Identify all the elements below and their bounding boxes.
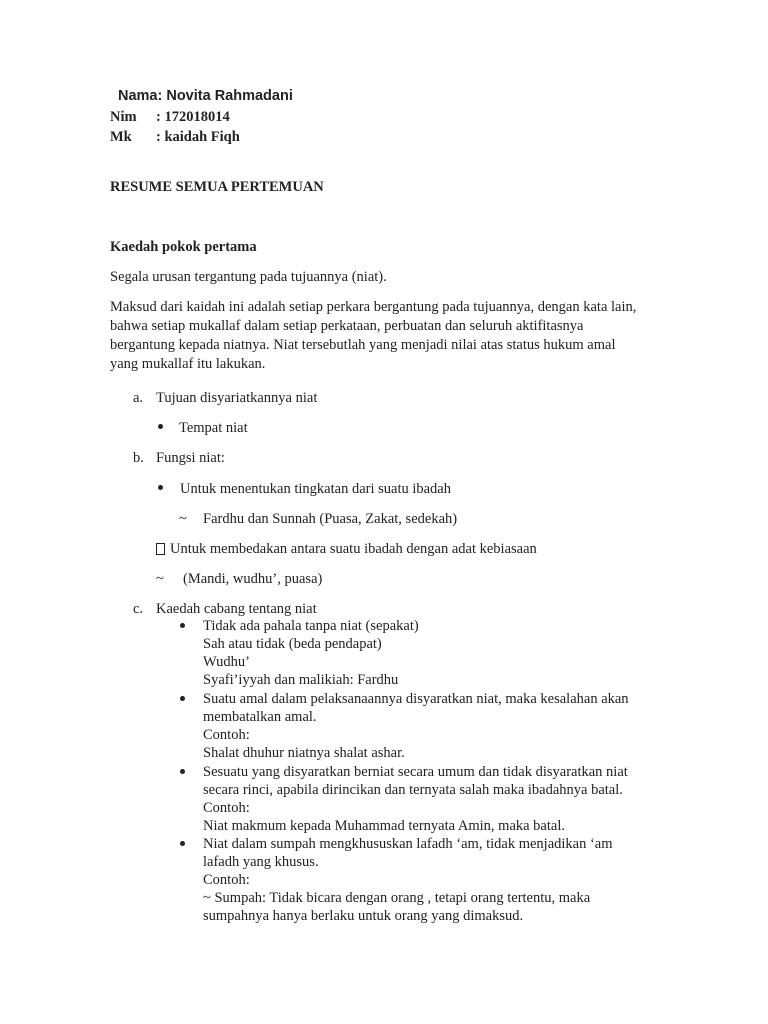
list-item-line: Contoh:	[203, 727, 250, 743]
list-item-line: Shalat dhuhur niatnya shalat ashar.	[203, 745, 405, 761]
list-item-line: Niat dalam sumpah mengkhususkan lafadh ‘am, tidak menjadikan ‘am	[203, 836, 613, 852]
nim-value: : 172018014	[156, 109, 230, 125]
list-item-line: sumpahnya hanya berlaku untuk orang yang dimaksud.	[203, 908, 524, 924]
list-item-line: membatalkan amal.	[203, 709, 317, 725]
list-item-b: Fungsi niat:	[156, 450, 225, 466]
paragraph-line: bergantung kepada niatnya. Niat tersebutlah yang menjadi nilai atas status hukum amal	[110, 337, 616, 353]
missing-glyph-box-icon	[156, 543, 165, 555]
tilde-item-fardhu: Fardhu dan Sunnah (Puasa, Zakat, sedekah)	[203, 511, 458, 527]
bullet-item-tingkatan: Untuk menentukan tingkatan dari suatu ibadah	[180, 481, 451, 497]
list-item-line: Sah atau tidak (beda pendapat)	[203, 636, 382, 652]
list-item-line: Syafi’iyyah dan malikiah: Fardhu	[203, 672, 399, 688]
tilde-item-mandi: (Mandi, wudhu’, puasa)	[183, 571, 323, 587]
list-item-line: Sesuatu yang disyaratkan berniat secara umum dan tidak disyaratkan niat	[203, 764, 628, 780]
list-item-line: Wudhu’	[203, 654, 250, 670]
tilde-icon: ~	[179, 511, 187, 527]
mk-value: : kaidah Fiqh	[156, 129, 240, 145]
list-item-a: Tujuan disyariatkannya niat	[156, 390, 318, 406]
student-name: Nama: Novita Rahmadani	[118, 88, 293, 104]
bullet-item-tempat-niat: Tempat niat	[179, 420, 248, 436]
mk-label: Mk	[110, 129, 132, 145]
bullet-icon	[180, 696, 185, 701]
paragraph-line: Maksud dari kaidah ini adalah setiap perkara bergantung pada tujuannya, dengan kata lain,	[110, 299, 637, 315]
list-item-line: ~ Sumpah: Tidak bicara dengan orang , tetapi orang tertentu, maka	[203, 890, 591, 906]
tilde-icon: ~	[156, 571, 164, 587]
intro-text: Segala urusan tergantung pada tujuannya (niat).	[110, 269, 387, 285]
paragraph-line: yang mukallaf itu lakukan.	[110, 356, 266, 372]
box-item-adat: Untuk membedakan antara suatu ibadah dengan adat kebiasaan	[170, 541, 537, 557]
list-item-line: secara rinci, apabila dirincikan dan ternyata salah maka ibadahnya batal.	[203, 782, 623, 798]
section-heading: Kaedah pokok pertama	[110, 239, 257, 255]
list-item-line: Tidak ada pahala tanpa niat (sepakat)	[203, 618, 419, 634]
bullet-icon	[180, 769, 185, 774]
list-marker-c: c.	[133, 601, 144, 617]
list-item-line: lafadh yang khusus.	[203, 854, 319, 870]
paragraph-line: bahwa setiap mukallaf dalam setiap perkataan, perbuatan dan seluruh aktifitasnya	[110, 318, 584, 334]
bullet-icon	[158, 424, 163, 429]
bullet-icon	[180, 841, 185, 846]
bullet-icon	[158, 485, 163, 490]
list-item-line: Niat makmum kepada Muhammad ternyata Amin, maka batal.	[203, 818, 565, 834]
list-item-c: Kaedah cabang tentang niat	[156, 601, 317, 617]
list-item-line: Contoh:	[203, 800, 250, 816]
list-marker-b: b.	[133, 450, 144, 466]
list-item-line: Contoh:	[203, 872, 250, 888]
bullet-icon	[180, 623, 185, 628]
list-marker-a: a.	[133, 390, 144, 406]
nim-label: Nim	[110, 109, 137, 125]
list-item-line: Suatu amal dalam pelaksanaannya disyaratkan niat, maka kesalahan akan	[203, 691, 629, 707]
document-title: RESUME SEMUA PERTEMUAN	[110, 179, 324, 195]
